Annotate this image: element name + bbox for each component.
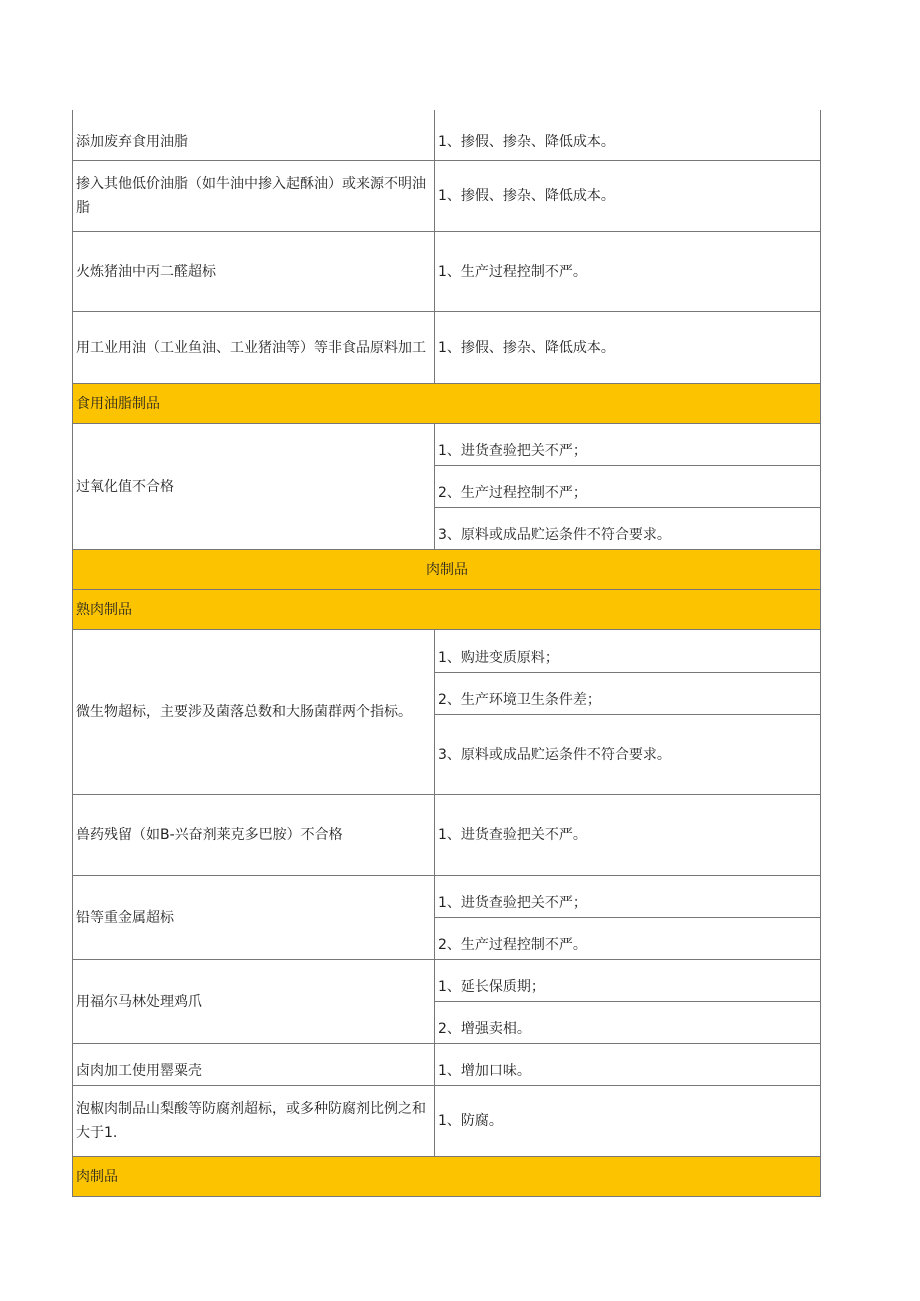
hazard-text: 掺入其他低价油脂（如牛油中掺入起酥油）或来源不明油脂	[76, 176, 426, 216]
hazard-cell	[73, 876, 435, 960]
hazard-text: 铅等重金属超标	[76, 909, 174, 926]
cause-text: 1、进货查验把关不严；	[438, 443, 587, 459]
cause-text: 3、原料或成品贮运条件不符合要求。	[438, 527, 671, 543]
hazard-text: 兽药残留（如B-兴奋剂莱克多巴胺）不合格	[76, 827, 343, 843]
hazard-cell	[73, 232, 435, 312]
section-row	[73, 550, 821, 590]
cause-cell	[435, 312, 821, 384]
hazard-text: 过氧化值不合格	[76, 478, 174, 495]
cause-cell	[435, 161, 821, 232]
table-row	[73, 424, 821, 466]
section-title: 肉制品	[73, 550, 821, 590]
cause-cell	[435, 424, 821, 466]
hazard-cell	[73, 312, 435, 384]
section-title: 熟肉制品	[73, 590, 821, 630]
cause-cell	[435, 1086, 821, 1157]
table-row	[73, 232, 821, 312]
hazard-cell	[73, 424, 435, 550]
table-row	[73, 795, 821, 876]
hazard-text: 微生物超标，主要涉及菌落总数和大肠菌群两个指标。	[76, 704, 412, 720]
cause-cell	[435, 876, 821, 918]
cause-text: 2、生产环境卫生条件差；	[438, 692, 601, 708]
cause-text: 1、掺假、掺杂、降低成本。	[438, 188, 615, 204]
hazard-cell	[73, 960, 435, 1044]
cause-cell	[435, 466, 821, 508]
table-row	[73, 960, 821, 1002]
cause-text: 2、生产过程控制不严。	[438, 937, 587, 953]
cause-text: 1、延长保质期；	[438, 979, 545, 995]
cause-cell	[435, 960, 821, 1002]
hazard-text: 添加废弃食用油脂	[76, 134, 188, 150]
cause-cell	[435, 630, 821, 673]
cause-text: 1、防腐。	[438, 1113, 503, 1129]
hazard-text: 用工业用油（工业鱼油、工业猪油等）等非食品原料加工	[76, 339, 426, 356]
hazard-cell	[73, 1086, 435, 1157]
cause-text: 1、增加口味。	[438, 1063, 531, 1079]
cause-cell	[435, 110, 821, 161]
cause-text: 1、掺假、掺杂、降低成本。	[438, 339, 615, 356]
cause-text: 3、原料或成品贮运条件不符合要求。	[438, 746, 671, 763]
cause-text: 2、生产过程控制不严；	[438, 485, 587, 501]
hazard-text: 卤肉加工使用罂粟壳	[76, 1063, 202, 1079]
cause-cell	[435, 673, 821, 715]
hazard-text: 用福尔马林处理鸡爪	[76, 993, 202, 1010]
section-row	[73, 590, 821, 630]
cause-cell	[435, 1002, 821, 1044]
hazard-cell	[73, 110, 435, 161]
table-row	[73, 1086, 821, 1157]
hazard-cell	[73, 1044, 435, 1086]
cause-text: 1、掺假、掺杂、降低成本。	[438, 134, 615, 150]
section-title: 肉制品	[73, 1157, 821, 1197]
cause-cell	[435, 508, 821, 550]
cause-cell	[435, 715, 821, 795]
section-row	[73, 1157, 821, 1197]
section-title: 食用油脂制品	[73, 384, 821, 424]
cause-text: 1、购进变质原料；	[438, 650, 559, 666]
hazard-cell	[73, 630, 435, 795]
cause-text: 1、进货查验把关不严。	[438, 827, 587, 843]
cause-text: 1、生产过程控制不严。	[438, 263, 587, 280]
hazard-text: 泡椒肉制品山梨酸等防腐剂超标，或多种防腐剂比例之和大于1.	[76, 1101, 426, 1141]
hazard-table	[72, 110, 821, 1197]
hazard-cell	[73, 795, 435, 876]
table-row	[73, 161, 821, 232]
cause-cell	[435, 918, 821, 960]
table-row	[73, 312, 821, 384]
hazard-text: 火炼猪油中丙二醛超标	[76, 263, 216, 280]
hazard-cell	[73, 161, 435, 232]
cause-cell	[435, 1044, 821, 1086]
section-row	[73, 384, 821, 424]
cause-cell	[435, 232, 821, 312]
cause-text: 1、进货查验把关不严；	[438, 895, 587, 911]
table-row	[73, 1044, 821, 1086]
cause-cell	[435, 795, 821, 876]
table-row	[73, 876, 821, 918]
table-row	[73, 630, 821, 673]
table-row	[73, 110, 821, 161]
cause-text: 2、增强卖相。	[438, 1021, 531, 1037]
